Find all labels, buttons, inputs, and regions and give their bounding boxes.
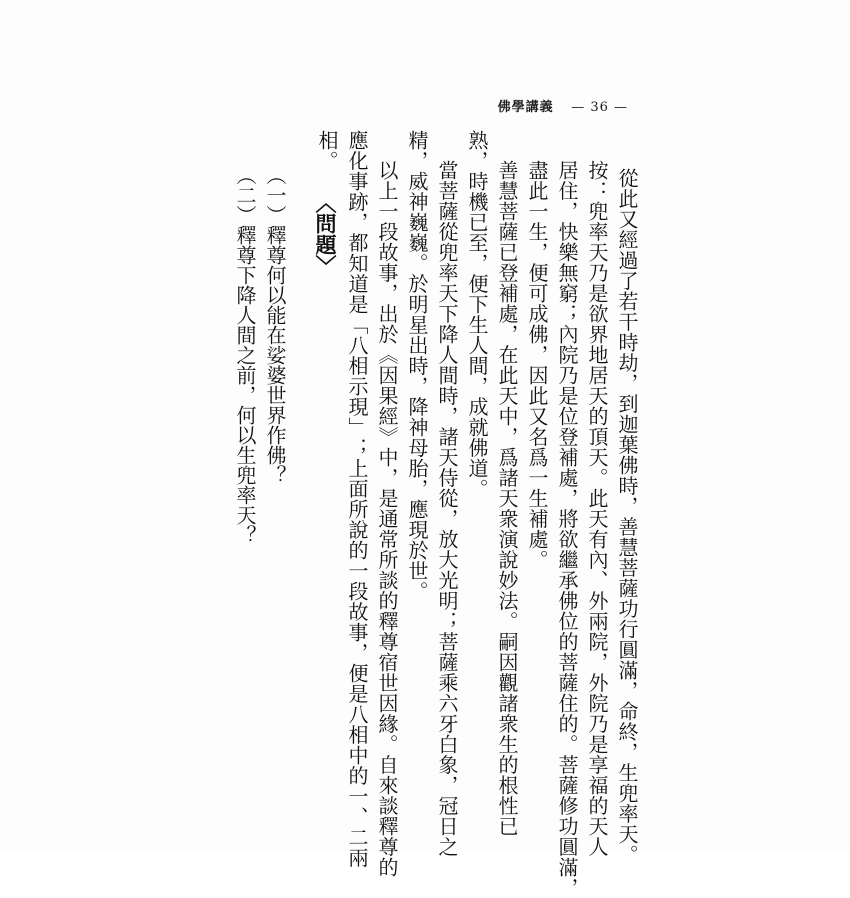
page-number: — 36 — <box>571 100 628 115</box>
text-column-1: 從此又經過了若干時劫，到迦葉佛時，善慧菩薩功行圓滿，命終，生兜率天。 <box>615 168 639 865</box>
text-column-8: 精，威神巍巍。於明星出時，降神母胎，應現於世。 <box>405 130 429 602</box>
book-title: 佛學講義 <box>497 100 554 115</box>
text-column-11: 相。 <box>315 130 339 171</box>
text-column-9: 以上一段故事，出於《因果經》中，是通常所談的釋尊宿世因緣。自來談釋尊的 <box>375 160 399 878</box>
text-column-5: 善慧菩薩已登補處，在此天中，爲諸天衆演說妙法。嗣因觀諸衆生的根性已 <box>495 160 519 837</box>
page-header <box>498 96 628 115</box>
text-column-6: 熟，時機已至，便下生人間，成就佛道。 <box>465 130 489 499</box>
questions-heading: 〈問題〉 <box>313 192 338 276</box>
text-column-2: 按：兜率天乃是欲界地居天的頂天。此天有內、外兩院，外院乃是享福的天人 <box>585 160 609 857</box>
question-item-1: （一）釋尊何以能在娑婆世界作佛？ <box>263 165 287 485</box>
question-item-2: （二）釋尊下降人間之前，何以生兜率天？ <box>233 165 257 545</box>
text-column-3: 居住，快樂無窮；內院乃是位登補處，將欲繼承佛位的菩薩住的。菩薩修功圓滿， <box>555 160 579 898</box>
text-column-10: 應化事跡，都知道是「八相示現」；上面所說的一段故事，便是八相中的一、二兩 <box>345 130 369 868</box>
text-column-7: 當菩薩從兜率天下降人間時，諸天侍從，放大光明；菩薩乘六牙白象，冠日之 <box>435 160 459 857</box>
text-column-4: 盡此一生，便可成佛，因此又名爲一生補處。 <box>525 160 549 570</box>
